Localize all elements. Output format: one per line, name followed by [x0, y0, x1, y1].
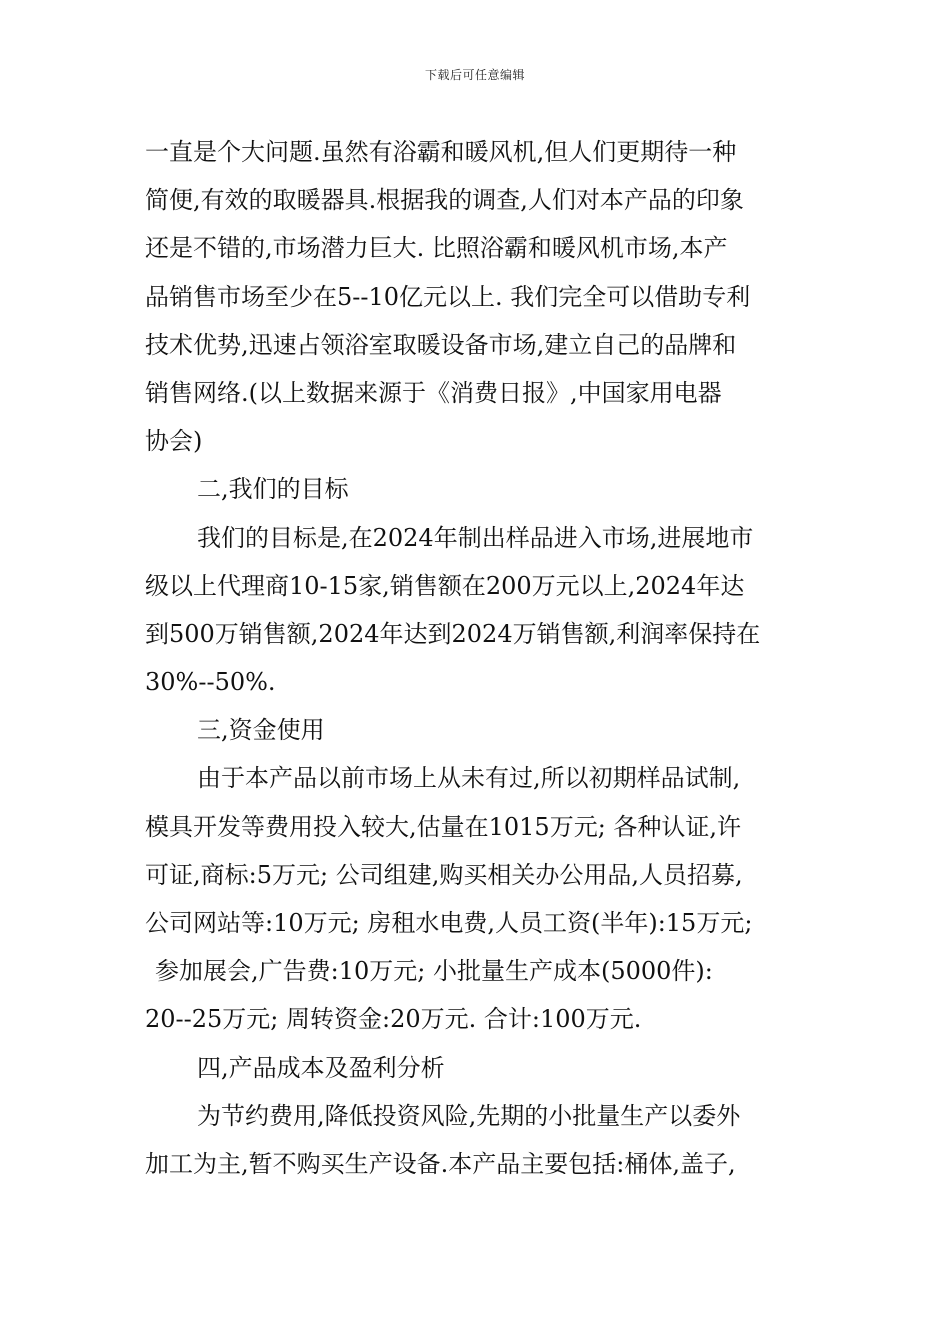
paragraph-line: 30%--50%.: [145, 668, 276, 697]
paragraph-line: 加工为主,暂不购买生产设备.本产品主要包括:桶体,盖子,: [145, 1149, 736, 1178]
section-heading: 四,产品成本及盈利分析: [197, 1053, 445, 1082]
paragraph-line: 参加展会,广告费:10万元; 小批量生产成本(5000件):: [155, 957, 713, 986]
paragraph-line: 由于本产品以前市场上从未有过,所以初期样品试制,: [197, 764, 741, 793]
paragraph-line: 公司网站等:10万元; 房租水电费,人员工资(半年):15万元;: [145, 909, 753, 937]
paragraph-line: 技术优势,迅速占领浴室取暖设备市场,建立自己的品牌和: [145, 330, 737, 359]
paragraph-line: 模具开发等费用投入较大,估量在1015万元; 各种认证,许: [145, 812, 742, 841]
paragraph-line: 协会): [145, 427, 203, 456]
document-body: [145, 128, 815, 1188]
paragraph-line: 为节约费用,降低投资风险,先期的小批量生产以委外: [197, 1101, 741, 1130]
paragraph-line: 到500万销售额,2024年达到2024万销售额,利润率保持在: [145, 619, 761, 648]
section-heading: 三,资金使用: [197, 716, 325, 745]
paragraph-line: 级以上代理商10-15家,销售额在200万元以上,2024年达: [145, 571, 745, 600]
paragraph-line: 可证,商标:5万元; 公司组建,购买相关办公用品,人员招募,: [145, 860, 743, 889]
paragraph-line: 20--25万元; 周转资金:20万元. 合计:100万元.: [145, 1005, 642, 1034]
paragraph-line: 我们的目标是,在2024年制出样品进入市场,进展地市: [197, 523, 754, 552]
paragraph-line: 品销售市场至少在5--10亿元以上. 我们完全可以借助专利: [145, 282, 751, 311]
page-header: 下载后可任意编辑: [424, 68, 525, 82]
paragraph-line: 简便,有效的取暖器具.根据我的调查,人们对本产品的印象: [145, 186, 744, 215]
paragraph-line: 还是不错的,市场潜力巨大. 比照浴霸和暖风机市场,本产: [145, 234, 728, 263]
paragraph-line: 一直是个大问题.虽然有浴霸和暖风机,但人们更期待一种: [145, 138, 737, 166]
paragraph-line: 销售网络.(以上数据来源于《消费日报》,中国家用电器: [145, 378, 722, 407]
section-heading: 二,我们的目标: [197, 475, 349, 504]
